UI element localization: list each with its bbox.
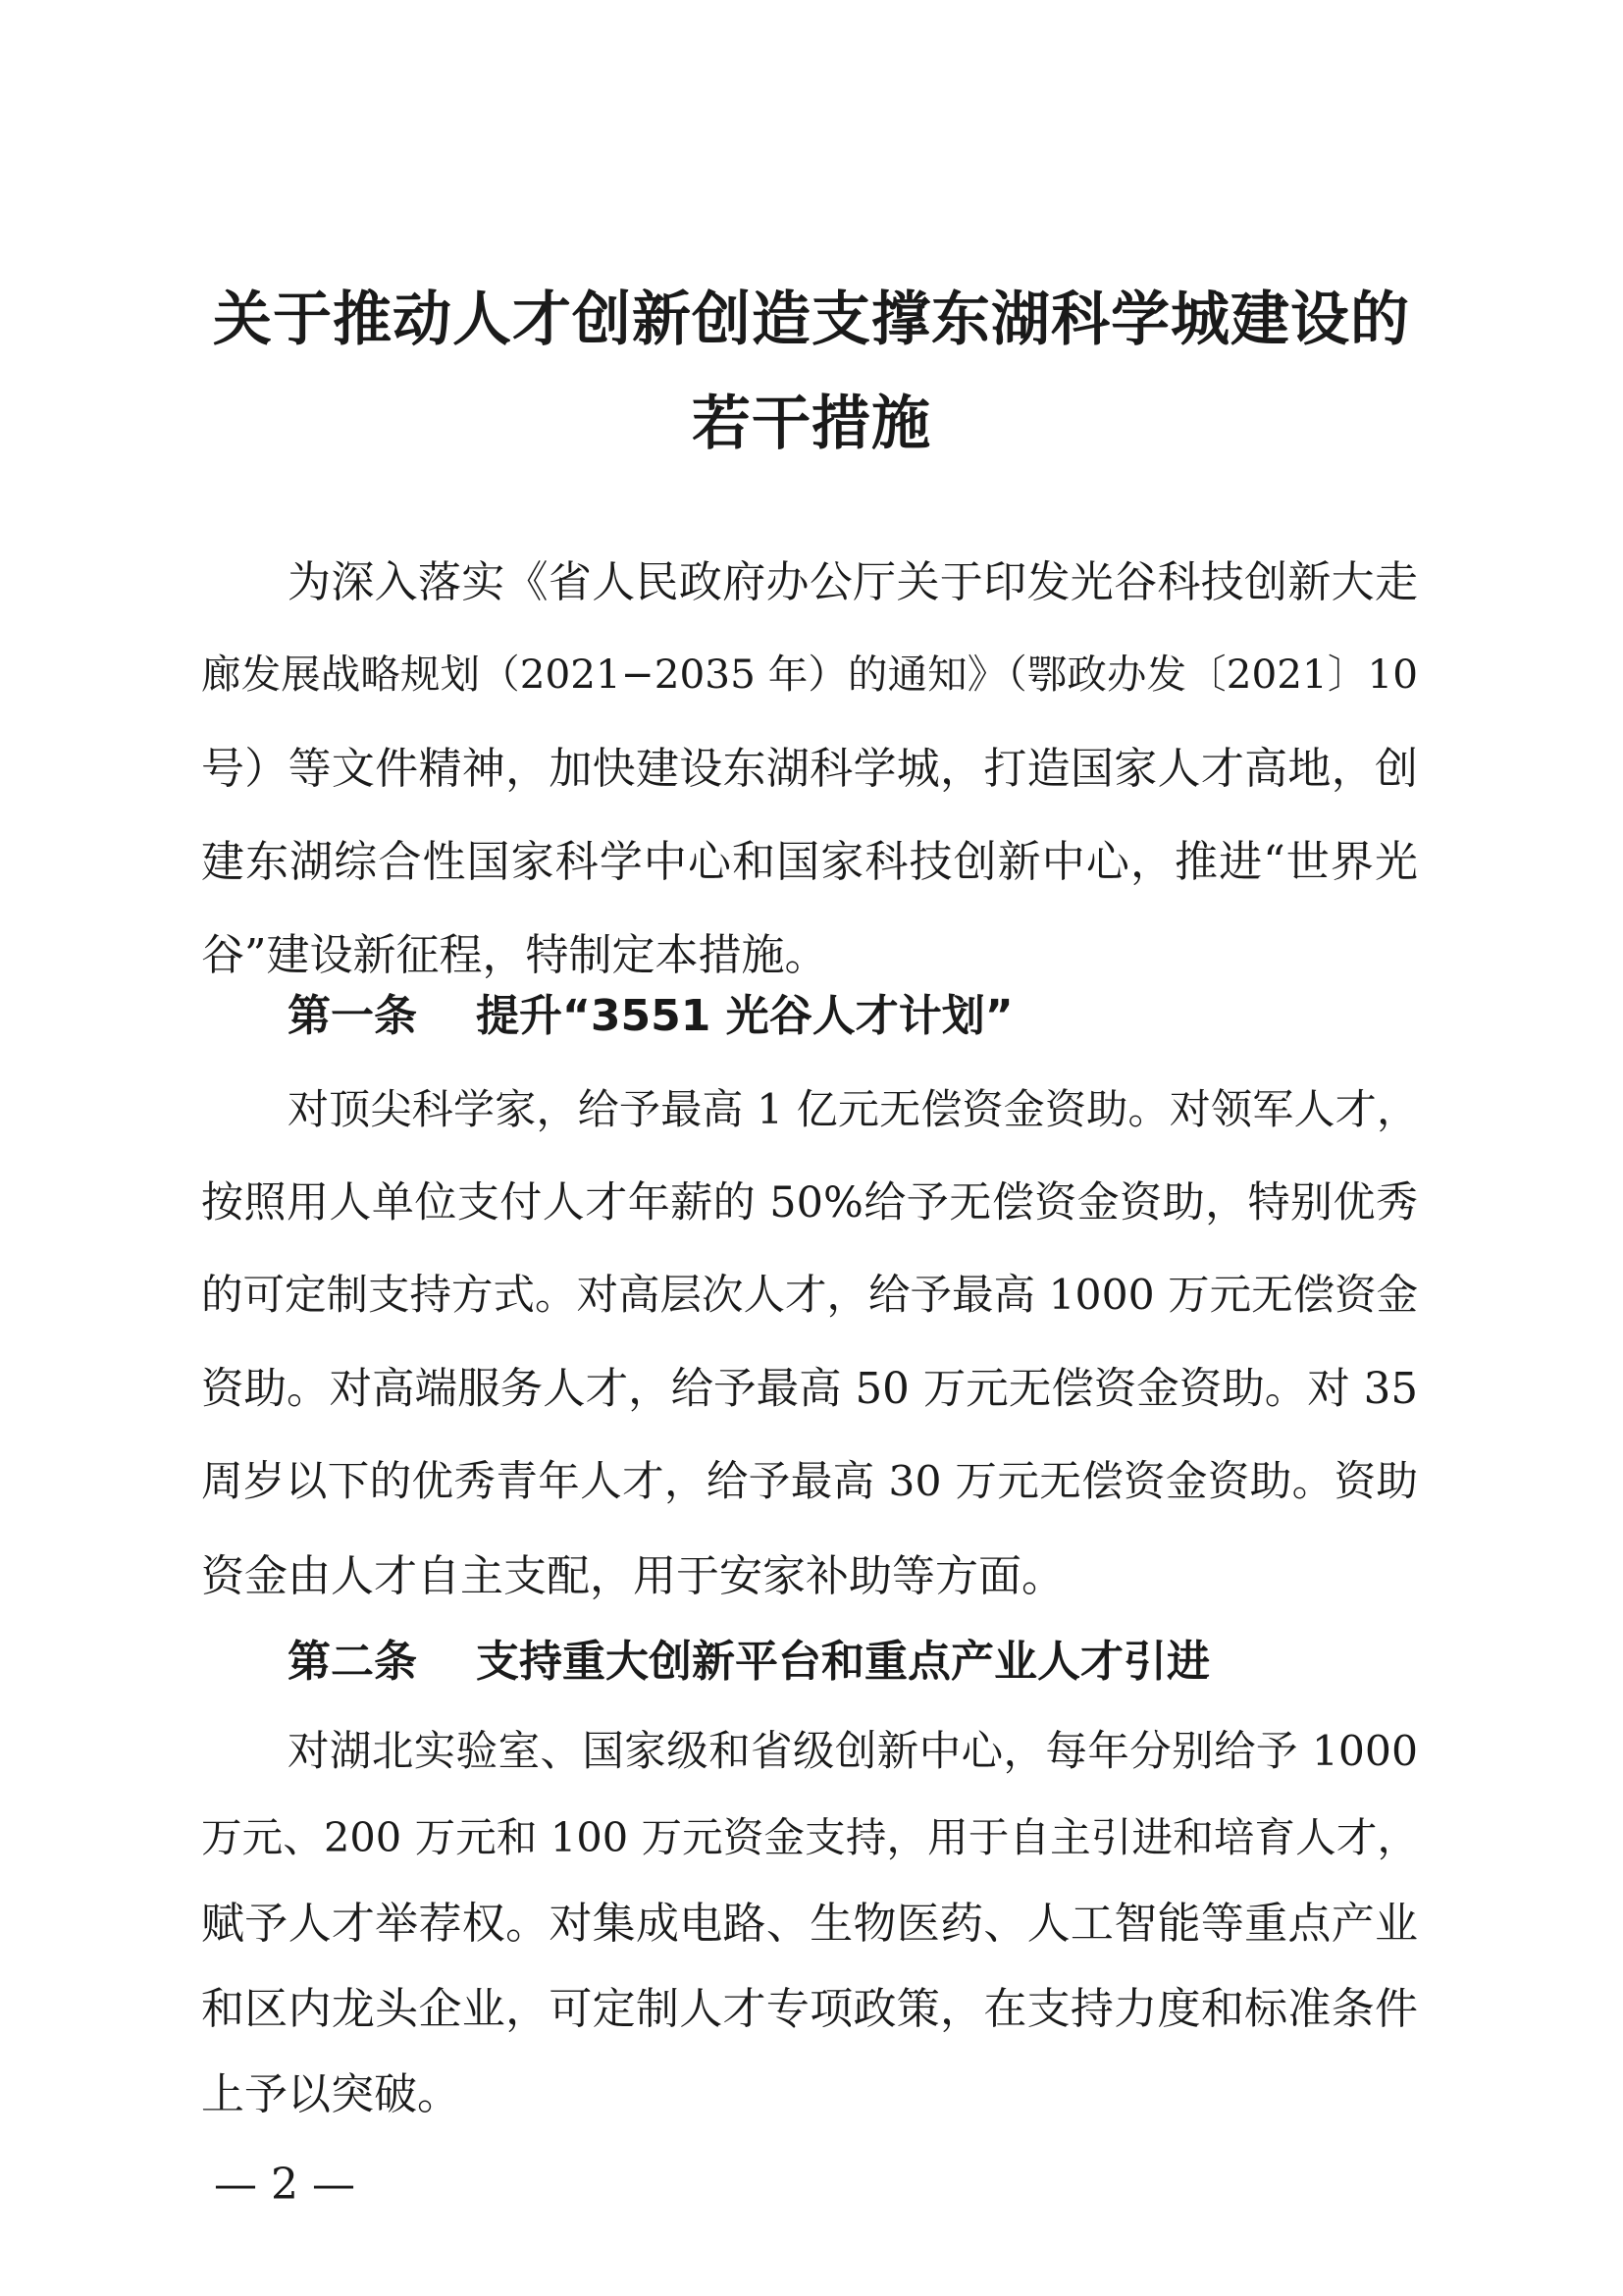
article-1-line: 按照用人单位支付人才年薪的 50%给予无偿资金资助，特别优秀 [201, 1178, 1418, 1227]
document-title-line-1: 关于推动人才创新创造支撑东湖科学城建设的 [213, 286, 1410, 354]
article-1-number: 第一条 [288, 991, 417, 1041]
article-2-title: 支持重大创新平台和重点产业人才引进 [476, 1637, 1210, 1687]
article-1-line: 周岁以下的优秀青年人才，给予最高 30 万元无偿资金资助。资助 [201, 1458, 1418, 1506]
article-1-title: 提升“3551 光谷人才计划” [476, 991, 1014, 1041]
intro-line: 谷”建设新征程，特制定本措施。 [201, 930, 828, 980]
article-1-line: 对顶尖科学家，给予最高 1 亿元无偿资金资助。对领军人才， [288, 1085, 1418, 1133]
article-2-line: 万元、200 万元和 100 万元资金支持，用于自主引进和培育人才， [201, 1813, 1418, 1861]
article-1-line: 的可定制支持方式。对高层次人才，给予最高 1000 万元无偿资金 [201, 1272, 1419, 1320]
intro-line: 号）等文件精神，加快建设东湖科学城，打造国家人才高地，创 [201, 744, 1418, 794]
intro-line: 为深入落实《省人民政府办公厅关于印发光谷科技创新大走 [288, 557, 1418, 607]
article-1-line: 资助。对高端服务人才，给予最高 50 万元无偿资金资助。对 35 [201, 1365, 1418, 1414]
intro-line: 建东湖综合性国家科学中心和国家科技创新中心，推进“世界光 [201, 837, 1418, 887]
article-2-number: 第二条 [288, 1637, 417, 1687]
article-2-line: 和区内龙头企业，可定制人才专项政策，在支持力度和标准条件 [201, 1984, 1418, 2034]
document-title-line-2: 若干措施 [692, 390, 931, 458]
article-1-line: 资金由人才自主支配，用于安家补助等方面。 [201, 1551, 1065, 1601]
article-2-line: 上予以突破。 [201, 2069, 460, 2119]
article-1-heading [288, 991, 1014, 1041]
intro-line: 廊发展战略规划（2021−2035 年）的通知》（鄂政办发〔2021〕10 [201, 651, 1418, 698]
article-2-line: 赋予人才举荐权。对集成电路、生物医药、人工智能等重点产业 [201, 1899, 1418, 1949]
article-2-line: 对湖北实验室、国家级和省级创新中心，每年分别给予 1000 [288, 1728, 1418, 1776]
page-number: — 2 — [214, 2160, 355, 2210]
article-2-heading [288, 1637, 1210, 1687]
